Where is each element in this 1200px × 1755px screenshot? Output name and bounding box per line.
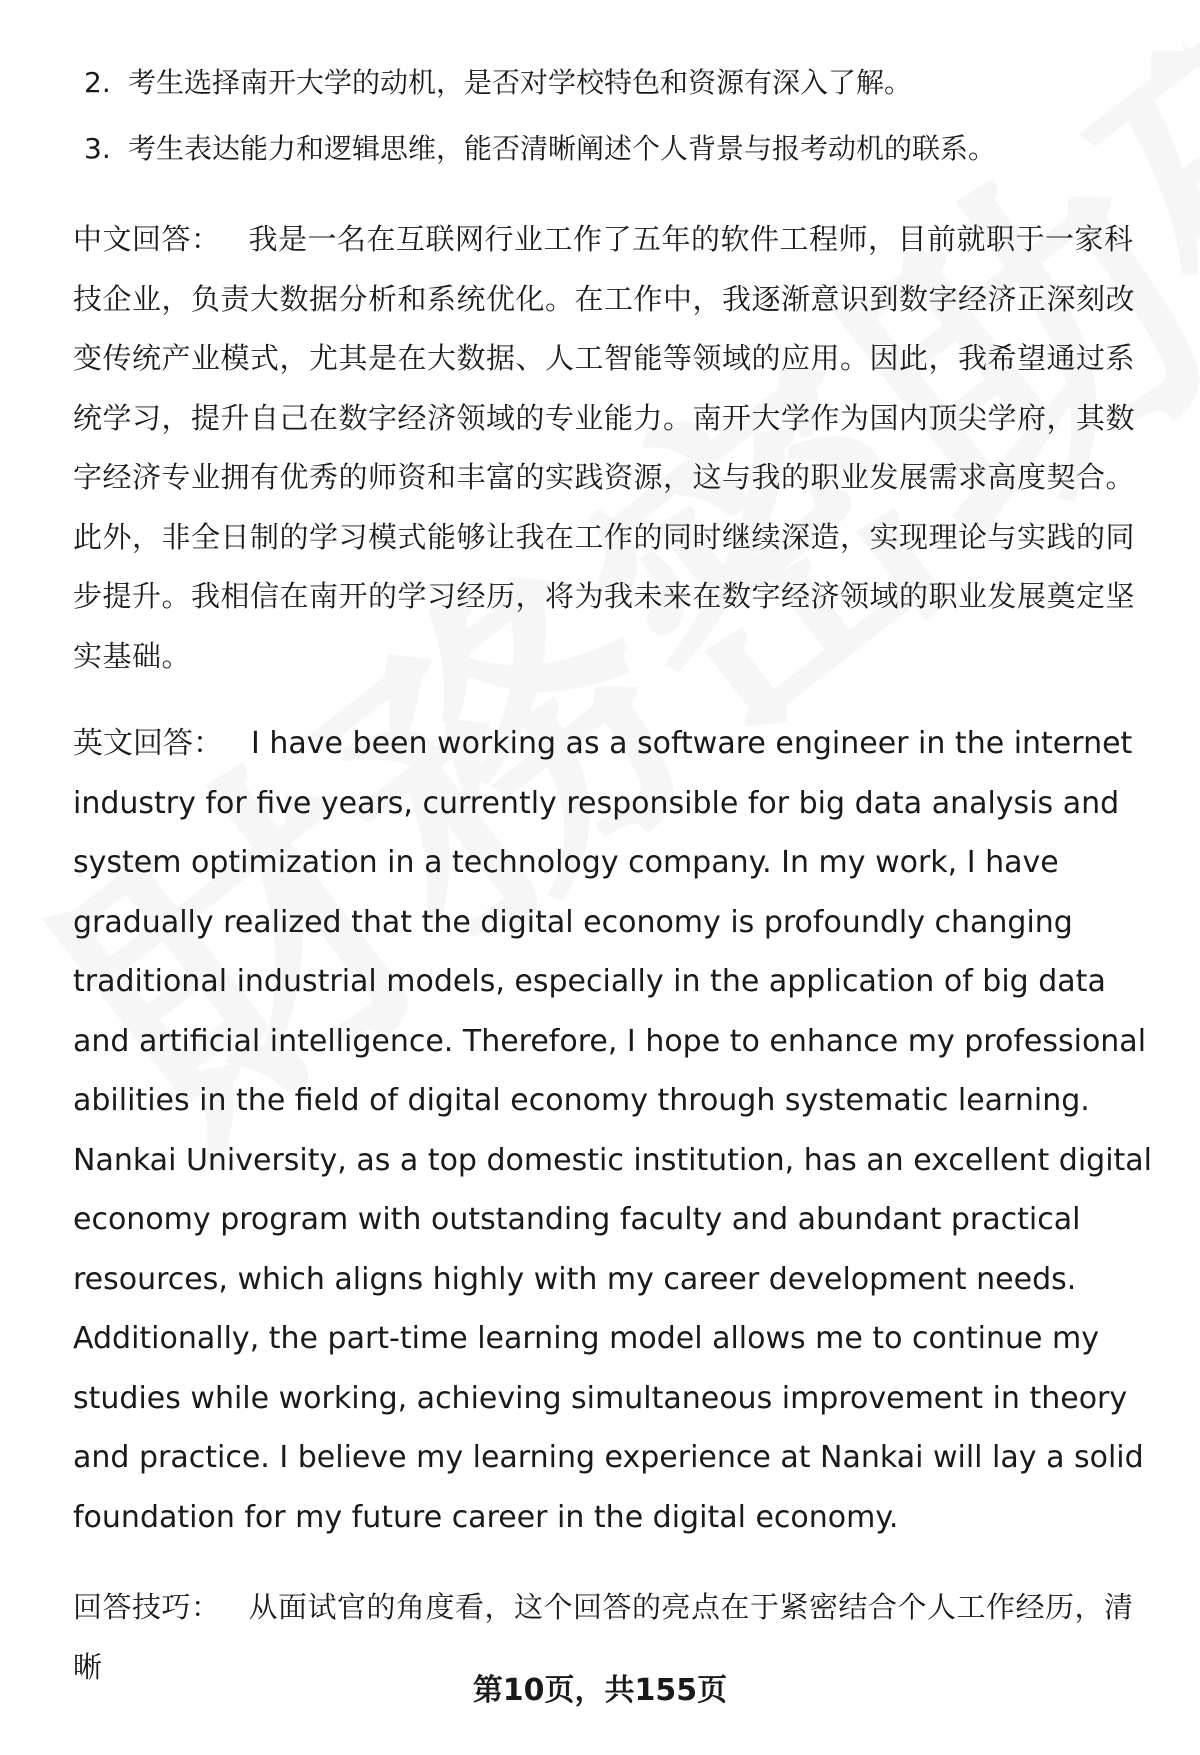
answer-tips-text: 从面试官的角度看，这个回答的亮点在于紧密结合个人工作经历，清晰	[73, 1590, 1134, 1684]
chinese-answer-paragraph	[73, 210, 1153, 686]
english-answer-text: I have been working as a software engineer in the internet industry for five years, currently responsible for big data analysis and system optimization in a technology company. In my work, I have gradually realized that the digital economy is profoundly changing traditional industrial models, especially in the application of big data and artificial intelligence. Therefore, I hope to enhance my professional abilities in the field of digital economy through systematic learning. Nankai University, as a top domestic institution, has an excellent digital economy program with outstanding faculty and abundant practical resources, which aligns highly with my career development needs. Additionally, the part-time learning model allows me to continue my studies while working, achieving simultaneous improvement in theory and practice. I believe my learning experience at Nankai will lay a solid foundation for my future career in the digital economy.	[73, 726, 1153, 1535]
list-item-number: 2.	[84, 66, 111, 99]
list-item-text: 考生选择南开大学的动机，是否对学校特色和资源有深入了解。	[128, 66, 913, 99]
english-answer-paragraph	[73, 714, 1153, 1547]
evaluation-points-list	[84, 64, 1144, 196]
chinese-answer-label: 中文回答：	[73, 222, 221, 256]
chinese-answer-text: 我是一名在互联网行业工作了五年的软件工程师，目前就职于一家科技企业，负责大数据分析和系统优化。在工作中，我逐渐意识到数字经济正深刻改变传统产业模式，尤其是在大数据、人工智能等领域的应用。因此，我希望通过系统学习，提升自己在数字经济领域的专业能力。南开大学作为国内顶尖学府，其数字经济专业拥有优秀的师资和丰富的实践资源，这与我的职业发展需求高度契合。此外，非全日制的学习模式能够让我在工作的同时继续深造，实现理论与实践的同步提升。我相信在南开的学习经历，将为我未来在数字经济领域的职业发展奠定坚实基础。	[73, 222, 1136, 673]
list-item-text: 考生表达能力和逻辑思维，能否清晰阐述个人背景与报考动机的联系。	[128, 132, 997, 165]
list-item-number: 3.	[84, 132, 111, 165]
answer-tips-label: 回答技巧：	[73, 1590, 221, 1624]
list-item	[84, 130, 1144, 168]
english-answer-label: 英文回答：	[73, 726, 223, 761]
page-number-footer: 第10页，共155页	[472, 1673, 728, 1708]
list-item	[84, 64, 1144, 102]
